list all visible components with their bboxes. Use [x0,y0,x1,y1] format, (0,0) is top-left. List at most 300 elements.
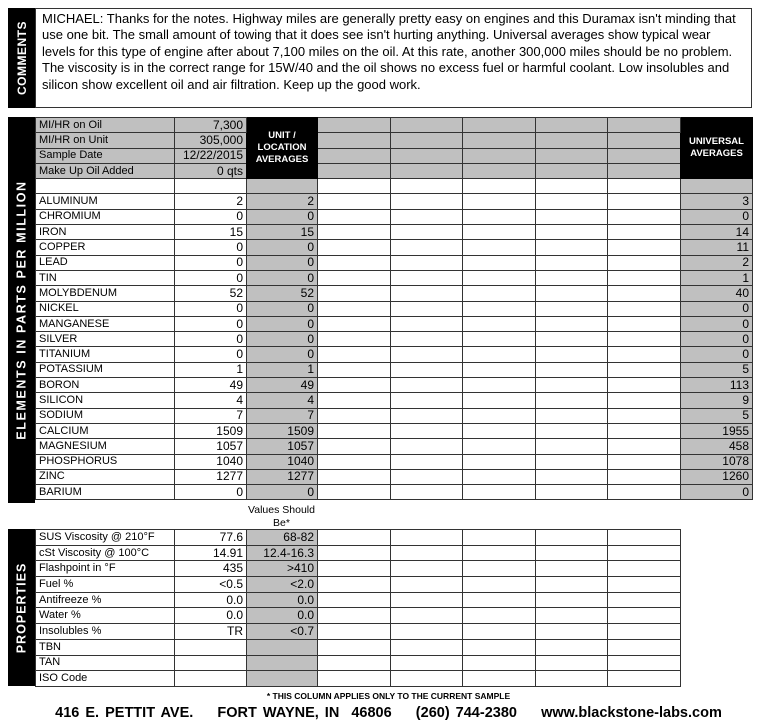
element-value: 1 [175,362,247,377]
element-value: 7 [175,408,247,423]
element-value: 0 [175,485,247,500]
history-sample-cell [608,608,681,624]
history-sample-cell [536,270,608,285]
history-sample-cell [318,485,391,500]
elements-label: ELEMENTS IN PARTS PER MILLION [14,180,29,440]
property-should-be [247,671,318,687]
history-sample-cell [536,423,608,438]
element-universal-average: 1955 [681,423,753,438]
history-sample-cell [318,347,391,362]
sample-info-value: 0 qts [175,163,247,178]
history-sample-cell [391,163,463,178]
element-name: CHROMIUM [36,209,175,224]
universal-averages-header: UNIVERSAL AVERAGES [681,118,753,179]
history-sample-cell [391,255,463,270]
property-value: 0.0 [175,592,247,608]
history-sample-cell [391,545,463,561]
history-sample-cell [318,408,391,423]
property-name: TAN [36,655,175,671]
element-unit-average: 49 [247,378,318,393]
history-sample-cell [391,194,463,209]
history-sample-cell [463,592,536,608]
history-sample-cell [318,545,391,561]
history-sample-cell [536,408,608,423]
history-sample-cell [391,592,463,608]
element-name: LEAD [36,255,175,270]
history-sample-cell [463,624,536,640]
history-sample-cell [318,301,391,316]
history-sample-cell [536,118,608,133]
spacer-cell [681,179,753,194]
element-universal-average: 14 [681,225,753,240]
history-sample-cell [463,655,536,671]
element-universal-average: 9 [681,393,753,408]
element-value: 0 [175,240,247,255]
property-row [36,655,681,671]
element-row [36,209,753,224]
history-sample-cell [536,655,608,671]
history-sample-cell [536,347,608,362]
history-sample-cell [536,316,608,331]
history-sample-cell [536,286,608,301]
element-row [36,378,753,393]
history-sample-cell [608,194,681,209]
history-sample-cell [536,592,608,608]
history-sample-cell [318,624,391,640]
history-sample-cell [318,577,391,593]
history-sample-cell [463,439,536,454]
element-value: 1277 [175,469,247,484]
element-row [36,408,753,423]
history-sample-cell [536,240,608,255]
history-sample-cell [318,209,391,224]
element-unit-average: 2 [247,194,318,209]
element-value: 49 [175,378,247,393]
history-sample-cell [391,316,463,331]
history-sample-cell [463,671,536,687]
comments-label: COMMENTS [14,21,29,95]
history-sample-cell [463,577,536,593]
property-row [36,639,681,655]
history-sample-cell [318,286,391,301]
element-row [36,286,753,301]
history-sample-cell [608,393,681,408]
history-sample-cell [391,439,463,454]
history-sample-cell [536,255,608,270]
history-sample-cell [608,255,681,270]
history-sample-cell [608,624,681,640]
property-name: Antifreeze % [36,592,175,608]
spacer-cell [175,179,247,194]
element-row [36,454,753,469]
history-sample-cell [463,301,536,316]
footnote: * THIS COLUMN APPLIES ONLY TO THE CURRENT SAMPLE [266,691,511,701]
element-name: ALUMINUM [36,194,175,209]
property-value [175,655,247,671]
element-value: 0 [175,209,247,224]
history-sample-cell [318,194,391,209]
history-sample-cell [608,286,681,301]
spacer-cell [318,179,391,194]
history-sample-cell [318,240,391,255]
property-name: Insolubles % [36,624,175,640]
history-sample-cell [463,255,536,270]
history-sample-cell [463,316,536,331]
history-sample-cell [391,332,463,347]
history-sample-cell [608,316,681,331]
element-unit-average: 4 [247,393,318,408]
history-sample-cell [391,408,463,423]
spacer-row [36,179,753,194]
element-unit-average: 0 [247,209,318,224]
element-row [36,301,753,316]
history-sample-cell [536,332,608,347]
history-sample-cell [608,671,681,687]
element-name: POTASSIUM [36,362,175,377]
element-name: MAGNESIUM [36,439,175,454]
element-row [36,347,753,362]
element-unit-average: 1040 [247,454,318,469]
history-sample-cell [536,209,608,224]
history-sample-cell [536,301,608,316]
sample-info-label: MI/HR on Oil [36,118,175,133]
spacer-cell [536,179,608,194]
history-sample-cell [463,378,536,393]
element-value: 1040 [175,454,247,469]
element-unit-average: 15 [247,225,318,240]
element-unit-average: 0 [247,332,318,347]
history-sample-cell [608,240,681,255]
history-sample-cell [536,671,608,687]
history-sample-cell [536,133,608,148]
element-name: ZINC [36,469,175,484]
property-name: cSt Viscosity @ 100°C [36,545,175,561]
property-row [36,671,681,687]
history-sample-cell [463,454,536,469]
history-sample-cell [463,393,536,408]
unit-averages-header: UNIT / LOCATION AVERAGES [247,118,318,179]
history-sample-cell [463,347,536,362]
history-sample-cell [463,148,536,163]
element-value: 2 [175,194,247,209]
sample-info-row [36,163,753,178]
element-row [36,393,753,408]
spacer-cell [608,179,681,194]
history-sample-cell [318,530,391,546]
sample-info-value: 12/22/2015 [175,148,247,163]
spacer-cell [247,179,318,194]
history-sample-cell [536,561,608,577]
property-row [36,530,681,546]
property-should-be: <0.7 [247,624,318,640]
property-should-be: >410 [247,561,318,577]
property-value: 0.0 [175,608,247,624]
history-sample-cell [463,194,536,209]
history-sample-cell [608,133,681,148]
property-name: ISO Code [36,671,175,687]
history-sample-cell [391,530,463,546]
history-sample-cell [463,423,536,438]
history-sample-cell [608,408,681,423]
sample-info-label: MI/HR on Unit [36,133,175,148]
history-sample-cell [536,393,608,408]
spacer-cell [463,179,536,194]
history-sample-cell [536,639,608,655]
element-universal-average: 2 [681,255,753,270]
element-name: COPPER [36,240,175,255]
element-row [36,194,753,209]
sample-info-row [36,118,753,133]
property-value: 435 [175,561,247,577]
element-unit-average: 0 [247,255,318,270]
property-should-be [247,639,318,655]
element-value: 1509 [175,423,247,438]
property-should-be: 12.4-16.3 [247,545,318,561]
history-sample-cell [608,577,681,593]
history-sample-cell [318,671,391,687]
element-name: CALCIUM [36,423,175,438]
element-row [36,316,753,331]
element-unit-average: 0 [247,316,318,331]
history-sample-cell [391,485,463,500]
history-sample-cell [318,133,391,148]
element-universal-average: 1078 [681,454,753,469]
element-name: TIN [36,270,175,285]
history-sample-cell [536,624,608,640]
spacer-cell [36,179,175,194]
spacer-cell [391,179,463,194]
history-sample-cell [463,225,536,240]
element-unit-average: 1 [247,362,318,377]
history-sample-cell [391,286,463,301]
property-name: SUS Viscosity @ 210°F [36,530,175,546]
property-should-be: 68-82 [247,530,318,546]
history-sample-cell [608,163,681,178]
history-sample-cell [391,577,463,593]
property-row [36,624,681,640]
element-name: PHOSPHORUS [36,454,175,469]
element-value: 0 [175,332,247,347]
history-sample-cell [391,378,463,393]
history-sample-cell [391,347,463,362]
history-sample-cell [608,118,681,133]
sample-info-label: Make Up Oil Added [36,163,175,178]
element-value: 0 [175,316,247,331]
property-row [36,592,681,608]
history-sample-cell [391,225,463,240]
properties-label: PROPERTIES [14,562,29,653]
history-sample-cell [318,561,391,577]
history-sample-cell [318,163,391,178]
history-sample-cell [608,332,681,347]
history-sample-cell [463,639,536,655]
element-universal-average: 0 [681,332,753,347]
element-row [36,439,753,454]
history-sample-cell [608,485,681,500]
element-unit-average: 0 [247,240,318,255]
history-sample-cell [391,655,463,671]
history-sample-cell [318,592,391,608]
element-value: 52 [175,286,247,301]
history-sample-cell [318,378,391,393]
history-sample-cell [608,545,681,561]
history-sample-cell [608,209,681,224]
element-row [36,423,753,438]
history-sample-cell [536,530,608,546]
history-sample-cell [536,485,608,500]
property-row [36,577,681,593]
history-sample-cell [608,655,681,671]
history-sample-cell [391,118,463,133]
element-value: 0 [175,255,247,270]
element-unit-average: 52 [247,286,318,301]
element-value: 0 [175,301,247,316]
property-name: TBN [36,639,175,655]
history-sample-cell [463,608,536,624]
history-sample-cell [608,639,681,655]
history-sample-cell [536,545,608,561]
sample-info-row [36,133,753,148]
elements-sidebar-label [8,117,35,503]
history-sample-cell [463,362,536,377]
property-row [36,545,681,561]
element-value: 15 [175,225,247,240]
history-sample-cell [608,423,681,438]
element-universal-average: 0 [681,485,753,500]
property-name: Fuel % [36,577,175,593]
history-sample-cell [318,454,391,469]
should-be-header: Values Should Be* [248,504,315,529]
history-sample-cell [391,270,463,285]
element-universal-average: 1 [681,270,753,285]
element-name: IRON [36,225,175,240]
element-name: NICKEL [36,301,175,316]
history-sample-cell [391,148,463,163]
property-value: 14.91 [175,545,247,561]
element-universal-average: 5 [681,408,753,423]
elements-table [35,117,753,500]
element-row [36,270,753,285]
sample-info-row [36,148,753,163]
history-sample-cell [536,469,608,484]
property-should-be: 0.0 [247,608,318,624]
history-sample-cell [608,347,681,362]
element-unit-average: 0 [247,347,318,362]
history-sample-cell [318,270,391,285]
history-sample-cell [318,255,391,270]
history-sample-cell [391,639,463,655]
element-row [36,469,753,484]
history-sample-cell [318,655,391,671]
element-name: SILVER [36,332,175,347]
history-sample-cell [318,469,391,484]
history-sample-cell [463,530,536,546]
history-sample-cell [608,362,681,377]
history-sample-cell [391,624,463,640]
property-value: TR [175,624,247,640]
history-sample-cell [536,194,608,209]
property-should-be: <2.0 [247,577,318,593]
history-sample-cell [318,362,391,377]
history-sample-cell [536,362,608,377]
element-unit-average: 1057 [247,439,318,454]
comments-sidebar-label [8,8,35,108]
history-sample-cell [536,439,608,454]
history-sample-cell [608,561,681,577]
element-row [36,255,753,270]
history-sample-cell [463,332,536,347]
history-sample-cell [391,454,463,469]
element-universal-average: 458 [681,439,753,454]
property-value [175,639,247,655]
history-sample-cell [391,240,463,255]
history-sample-cell [608,148,681,163]
history-sample-cell [463,545,536,561]
properties-sidebar-label [8,529,35,686]
element-row [36,332,753,347]
history-sample-cell [391,301,463,316]
element-universal-average: 0 [681,347,753,362]
element-unit-average: 1277 [247,469,318,484]
history-sample-cell [463,469,536,484]
element-universal-average: 0 [681,316,753,331]
property-name: Flashpoint in °F [36,561,175,577]
element-name: MANGANESE [36,316,175,331]
history-sample-cell [463,270,536,285]
properties-table [35,529,681,687]
property-value: 77.6 [175,530,247,546]
property-should-be [247,655,318,671]
history-sample-cell [463,485,536,500]
element-row [36,485,753,500]
element-universal-average: 0 [681,301,753,316]
property-row [36,608,681,624]
element-row [36,362,753,377]
history-sample-cell [608,592,681,608]
history-sample-cell [608,301,681,316]
history-sample-cell [318,148,391,163]
property-value [175,671,247,687]
sample-info-value: 305,000 [175,133,247,148]
element-universal-average: 3 [681,194,753,209]
history-sample-cell [391,133,463,148]
history-sample-cell [536,454,608,469]
element-row [36,225,753,240]
history-sample-cell [536,225,608,240]
element-universal-average: 40 [681,286,753,301]
history-sample-cell [391,362,463,377]
element-unit-average: 0 [247,301,318,316]
history-sample-cell [391,423,463,438]
history-sample-cell [608,270,681,285]
element-row [36,240,753,255]
element-universal-average: 0 [681,209,753,224]
history-sample-cell [391,393,463,408]
element-value: 0 [175,347,247,362]
history-sample-cell [391,469,463,484]
property-should-be: 0.0 [247,592,318,608]
history-sample-cell [463,286,536,301]
history-sample-cell [463,133,536,148]
history-sample-cell [391,561,463,577]
history-sample-cell [536,577,608,593]
element-universal-average: 5 [681,362,753,377]
history-sample-cell [608,378,681,393]
element-value: 4 [175,393,247,408]
history-sample-cell [318,393,391,408]
element-name: TITANIUM [36,347,175,362]
history-sample-cell [318,332,391,347]
